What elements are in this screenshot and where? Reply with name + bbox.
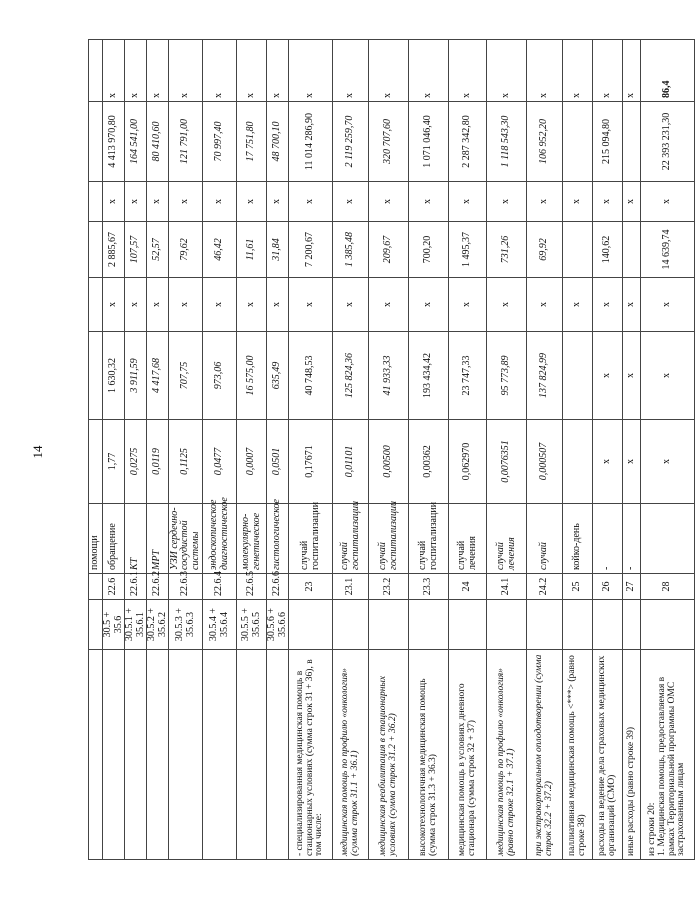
table-cell: 11,61 [237, 222, 267, 278]
table-cell: x [289, 278, 333, 332]
table-cell: 23.1 [333, 574, 369, 600]
table-cell: эндоскопическое диагностическое [203, 504, 237, 574]
table-cell: x [593, 278, 623, 332]
table-cell: 28 [641, 574, 695, 600]
table-cell: x [623, 182, 641, 222]
table-row [487, 40, 527, 860]
table-cell: 7 200,67 [289, 222, 333, 278]
table-row [623, 40, 641, 860]
table-cell: 320 707,60 [369, 102, 409, 182]
table-cell: случай госпитализации [409, 504, 449, 574]
table-cell [623, 222, 641, 278]
table-cell: 22 393 231,30 [641, 102, 695, 182]
table-cell: 0,1125 [169, 420, 203, 504]
table-cell [449, 600, 487, 650]
table-cell: 1 071 046,40 [409, 102, 449, 182]
table-cell: 0,00500 [369, 420, 409, 504]
table-cell: расходы на ведение дела страховых медицинских организаций (СМО) [593, 650, 623, 860]
table-row [267, 40, 289, 860]
table-cell: 0,0076351 [487, 420, 527, 504]
table-cell: x [487, 40, 527, 102]
table-cell: случай госпитализации [333, 504, 369, 574]
table-cell: 1 630,32 [103, 332, 125, 420]
table-cell: иные расходы (равно строке 39) [623, 650, 641, 860]
table-cell: x [641, 332, 695, 420]
table-cell: 137 824,99 [527, 332, 563, 420]
table-cell: 40 748,53 [289, 332, 333, 420]
table-row [289, 40, 333, 860]
table-cell: 0,01101 [333, 420, 369, 504]
table-cell: x [169, 40, 203, 102]
table-cell: гистологическое [267, 504, 289, 574]
table-cell: x [487, 182, 527, 222]
table-cell: 22.6.4 [203, 574, 237, 600]
table-cell: x [593, 40, 623, 102]
table-cell: x [527, 40, 563, 102]
table-cell [237, 650, 267, 860]
table-cell: x [563, 182, 593, 222]
table-cell: 973,06 [203, 332, 237, 420]
table-cell: обращение [103, 504, 125, 574]
table-cell [641, 504, 695, 574]
table-cell: x [147, 40, 169, 102]
table-cell: x [369, 182, 409, 222]
table-cell: 1 118 543,30 [487, 102, 527, 182]
table-cell: x [289, 40, 333, 102]
table-cell: 106 952,20 [527, 102, 563, 182]
table-row [409, 40, 449, 860]
table-cell: 16 575,00 [237, 332, 267, 420]
table-cell: 215 094,80 [593, 102, 623, 182]
table-cell: x [527, 182, 563, 222]
table-cell: 635,49 [267, 332, 289, 420]
table-cell: из строки 20: 1. Медицинская помощь, предоставляемая в рамках Территориальной программы ОМС застрахованным лицам [641, 650, 695, 860]
table-cell: x [237, 182, 267, 222]
table-cell: 125 824,36 [333, 332, 369, 420]
table-cell [527, 600, 563, 650]
table-cell: x [169, 182, 203, 222]
table-cell: x [369, 40, 409, 102]
table-cell: 22.6.3 [169, 574, 203, 600]
table-cell: случай госпитализации [369, 504, 409, 574]
table-cell: медицинская помощь в условиях дневного стационара (сумма строк 32 + 37) [449, 650, 487, 860]
table-cell: 2 287 342,80 [449, 102, 487, 182]
table-cell: x [267, 278, 289, 332]
table-cell: 30.5.6 + 35.6.6 [267, 600, 289, 650]
table-cell: 0,0477 [203, 420, 237, 504]
table-cell: 707,75 [169, 332, 203, 420]
table-cell [563, 600, 593, 650]
table-cell: случай лечения [487, 504, 527, 574]
table-cell: 79,62 [169, 222, 203, 278]
table-cell: 17 751,80 [237, 102, 267, 182]
table-cell: 95 773,89 [487, 332, 527, 420]
table-cell: x [333, 182, 369, 222]
table-cell: 22.6.6 [267, 574, 289, 600]
table-row [369, 40, 409, 860]
table-row [169, 40, 203, 860]
table-header-row [89, 40, 103, 860]
table-cell [369, 600, 409, 650]
table-cell [409, 600, 449, 650]
table-cell [289, 600, 333, 650]
table-cell [593, 600, 623, 650]
table-cell [563, 102, 593, 182]
table-cell: 23 [289, 574, 333, 600]
table-cell [267, 650, 289, 860]
table-cell: x [267, 40, 289, 102]
table-cell: - [593, 504, 623, 574]
table-cell: x [103, 278, 125, 332]
table-cell: 23.3 [409, 574, 449, 600]
table-cell: 4 413 970,80 [103, 102, 125, 182]
table-cell [563, 222, 593, 278]
table-cell [623, 600, 641, 650]
table-cell: 86,4 [641, 40, 695, 102]
table-cell: 14 639,74 [641, 222, 695, 278]
table-cell: медицинская реабилитация в стационарных условиях (сумма строк 31.2 + 36.2) [369, 650, 409, 860]
table-cell: случай госпитализации [289, 504, 333, 574]
table-cell: 22.6.1 [125, 574, 147, 600]
table-cell: x [623, 420, 641, 504]
table-cell: медицинская помощь по профилю «онкология» (сумма строк 31.1 + 36.1) [333, 650, 369, 860]
table-cell: x [563, 40, 593, 102]
table-cell: x [237, 40, 267, 102]
table-cell: 52,57 [147, 222, 169, 278]
table-row [125, 40, 147, 860]
table-row [527, 40, 563, 860]
table-cell: x [641, 182, 695, 222]
table-cell: паллиативная медицинская помощь <***> (равно строке 38) [563, 650, 593, 860]
table-cell: x [369, 278, 409, 332]
table-row [593, 40, 623, 860]
table-cell: 31,84 [267, 222, 289, 278]
table-cell: 22.6 [103, 574, 125, 600]
table-cell: 69,92 [527, 222, 563, 278]
table-cell: x [593, 182, 623, 222]
table-cell: x [641, 420, 695, 504]
table-cell: 80 410,60 [147, 102, 169, 182]
table-row [563, 40, 593, 860]
table-cell: 193 434,42 [409, 332, 449, 420]
table-cell: МРТ [147, 504, 169, 574]
table-cell: 23.2 [369, 574, 409, 600]
table-row [147, 40, 169, 860]
table-cell: x [147, 278, 169, 332]
page-number: 14 [30, 445, 45, 459]
table-cell: x [103, 40, 125, 102]
table-cell: 164 541,00 [125, 102, 147, 182]
table-cell: 0,062970 [449, 420, 487, 504]
table-cell: x [527, 278, 563, 332]
table-cell: 2 885,67 [103, 222, 125, 278]
table-cell: x [333, 40, 369, 102]
table-cell: x [103, 182, 125, 222]
rotated-table-container [88, 40, 687, 860]
table-cell: 1 385,48 [333, 222, 369, 278]
table-cell: x [593, 420, 623, 504]
table-cell: x [203, 278, 237, 332]
table-cell: 24.2 [527, 574, 563, 600]
table-cell: 24 [449, 574, 487, 600]
table-cell: 22.6.2 [147, 574, 169, 600]
table-row [103, 40, 125, 860]
table-cell [169, 650, 203, 860]
table-cell: УЗИ сердечно-сосудистой системы [169, 504, 203, 574]
table-cell [641, 600, 695, 650]
table-row [203, 40, 237, 860]
table-cell: 1,77 [103, 420, 125, 504]
table-cell: 23 747,33 [449, 332, 487, 420]
table-cell: КТ [125, 504, 147, 574]
table-cell: 11 014 286,90 [289, 102, 333, 182]
table-cell: 700,20 [409, 222, 449, 278]
table-cell: молекулярно-генетическое [237, 504, 267, 574]
table-cell: 0,0119 [147, 420, 169, 504]
table-row [449, 40, 487, 860]
table-cell: x [449, 278, 487, 332]
table-cell: x [237, 278, 267, 332]
table-cell: 121 791,00 [169, 102, 203, 182]
table-cell: 30.5 + 35.6 [103, 600, 125, 650]
table-cell: 0,0501 [267, 420, 289, 504]
table-cell: 3 911,59 [125, 332, 147, 420]
table-cell: 0,17671 [289, 420, 333, 504]
table-cell: 27 [623, 574, 641, 600]
table-cell: x [409, 40, 449, 102]
table-cell: x [641, 278, 695, 332]
table-cell: 0,000507 [527, 420, 563, 504]
table-cell: x [623, 278, 641, 332]
table-cell: - специализированная медицинская помощь в стационарных условиях (сумма строк 31 + 36), в том числе: [289, 650, 333, 860]
table-cell: - [623, 504, 641, 574]
table-cell: x [125, 40, 147, 102]
table-cell: 1 495,37 [449, 222, 487, 278]
table-cell: x [125, 278, 147, 332]
table-cell: 731,26 [487, 222, 527, 278]
table-cell: x [409, 182, 449, 222]
table-cell: 0,0007 [237, 420, 267, 504]
table-cell: x [409, 278, 449, 332]
table-cell: x [203, 40, 237, 102]
table-cell [563, 420, 593, 504]
table-cell [333, 600, 369, 650]
table-row [333, 40, 369, 860]
table-cell: койко-день [563, 504, 593, 574]
table-row [641, 40, 695, 860]
table-cell: случай лечения [449, 504, 487, 574]
table-cell: 4 417,68 [147, 332, 169, 420]
table-cell: x [623, 40, 641, 102]
table-cell: 46,42 [203, 222, 237, 278]
table-cell: при экстракорпоральном оплодотворении (сумма строк 32.2 + 37.2) [527, 650, 563, 860]
table-cell: 140,62 [593, 222, 623, 278]
table-cell: случай [527, 504, 563, 574]
table-cell: 48 700,10 [267, 102, 289, 182]
table-cell [147, 650, 169, 860]
table-cell [487, 600, 527, 650]
table-cell: высокотехнологичная медицинская помощь (сумма строк 31.3 + 36.3) [409, 650, 449, 860]
table-cell: 26 [593, 574, 623, 600]
table-cell: 22.6.5 [237, 574, 267, 600]
table-cell: 0,0275 [125, 420, 147, 504]
table-cell: x [449, 40, 487, 102]
table-cell: x [563, 278, 593, 332]
table-cell [563, 332, 593, 420]
table-row [237, 40, 267, 860]
table-cell: x [203, 182, 237, 222]
table-cell: x [267, 182, 289, 222]
table-cell: 30.5.3 + 35.6.3 [169, 600, 203, 650]
table-cell: x [593, 332, 623, 420]
table-cell: 30.5.2 + 35.6.2 [147, 600, 169, 650]
table-cell: 30.5.4 + 35.6.4 [203, 600, 237, 650]
table-cell: 24.1 [487, 574, 527, 600]
table-cell: x [169, 278, 203, 332]
table-cell: 0,00362 [409, 420, 449, 504]
table-cell: 25 [563, 574, 593, 600]
table-cell [125, 650, 147, 860]
table-cell: x [147, 182, 169, 222]
table-cell [203, 650, 237, 860]
table-cell: x [449, 182, 487, 222]
table-cell: x [333, 278, 369, 332]
table-cell [103, 650, 125, 860]
table-cell: 41 933,33 [369, 332, 409, 420]
header-cell-unit: помощи [89, 504, 103, 574]
table-cell: 209,67 [369, 222, 409, 278]
table-cell: медицинская помощь по профилю «онкология» (равно строке 32.1 + 37.1) [487, 650, 527, 860]
table-cell [623, 102, 641, 182]
table-cell: 70 997,40 [203, 102, 237, 182]
table-cell: x [289, 182, 333, 222]
table-cell: 2 119 259,70 [333, 102, 369, 182]
table-cell: 30.5.5 + 35.6.5 [237, 600, 267, 650]
table-cell: 30.5.1 + 35.6.1 [125, 600, 147, 650]
table-cell: x [125, 182, 147, 222]
financing-table [88, 39, 695, 860]
table-cell: x [623, 332, 641, 420]
table-cell: x [487, 278, 527, 332]
table-cell: 107,57 [125, 222, 147, 278]
